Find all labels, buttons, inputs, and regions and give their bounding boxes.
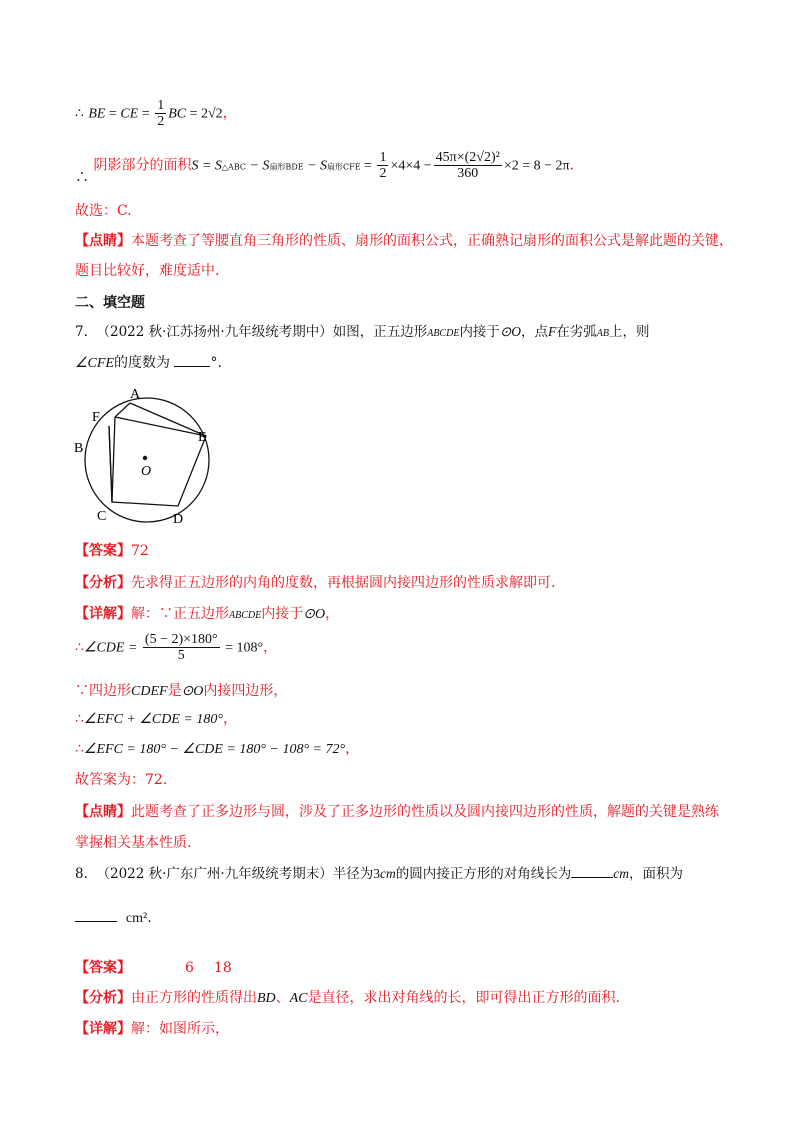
segment-fe	[115, 417, 206, 436]
question-7: 7. （2022 秋·江苏扬州·九年级统考期中）如图，正五边形ABCDE内接于⊙O，点F在劣弧AB上，则	[75, 324, 650, 340]
xiangjie-q8: 【详解】解：如图所示，	[75, 1021, 229, 1037]
answer-q7: 【答案】72	[75, 543, 149, 559]
xiangjie-q7-step5: ∴∠EFC = 180° − ∠CDE = 180° − 108° = 72°，	[75, 741, 360, 757]
fenxi-q8: 【分析】由正方形的性质得出BD、AC是直径，求出对角线的长，即可得出正方形的面积.	[75, 990, 621, 1006]
answer-q8: 【答案】 6 18	[75, 960, 232, 976]
dianjing-q7: 【点睛】此题考查了正多边形与圆，涉及了正多边形的性质以及圆内接四边形的性质，解题的关键是熟练	[75, 804, 719, 820]
circle-o	[85, 398, 209, 522]
center-dot	[143, 456, 147, 460]
fraction-half: $\frac{1}{2}$	[157, 98, 165, 129]
section-heading: 二、填空题	[75, 295, 145, 311]
label-o: O	[141, 464, 152, 479]
segment-bc	[109, 426, 112, 502]
answer-blank	[174, 366, 210, 367]
answer-blank-diagonal	[571, 877, 613, 878]
question-8-line2: cm².	[75, 910, 152, 927]
xiangjie-q7-result: 故答案为：72.	[75, 772, 168, 788]
question-8: 8. （2022 秋·广东广州·九年级统考期末）半径为3cm的圆内接正方形的对角线长为 cm，面积为	[75, 866, 683, 882]
formula-shaded-area: ∴ 阴影部分的面积S = S△ABC − S扇形BDE − S扇形CFE = $\frac{1}{2}$ ×4×4 − $\frac{\text{45π×(2√2)²}}{360}$ ×2 = 8 − 2π．	[75, 150, 584, 186]
xiangjie-q7: 【详解】解：∵正五边形ABCDE内接于⊙O，	[75, 606, 340, 622]
label-d: D	[173, 512, 184, 527]
formula-be-ce: ∴ BE = CE = $\frac{1}{2}$ BC = 2√2，	[75, 98, 237, 129]
label-b: B	[74, 441, 84, 456]
xiangjie-q7-step2: ∴∠CDE = $\frac{(5 - 2)\times 180^\circ}{5}$ = 108°，	[75, 632, 278, 663]
label-c: C	[97, 509, 107, 524]
dianjing-q6: 【点睛】本题考查了等腰直角三角形的性质、扇形的面积公式，正确熟记扇形的面积公式是解此题的关键，	[75, 233, 733, 249]
xiangjie-q7-step3: ∵四边形CDEF是⊙O内接四边形，	[75, 683, 288, 699]
fenxi-q7: 【分析】先求得正五边形的内角的度数，再根据圆内接四边形的性质求解即可.	[75, 575, 556, 591]
dianjing-q7-line2: 掌握相关基本性质.	[75, 835, 192, 851]
segment-fc	[112, 417, 115, 502]
answer-blank-area	[75, 921, 117, 922]
dianjing-q6-line2: 题目比较好，难度适中.	[75, 263, 220, 279]
question-7-line2: ∠CFE的度数为 °.	[75, 355, 222, 371]
label-e: E	[198, 430, 207, 445]
label-f: F	[92, 410, 100, 425]
choice-line: 故选：C.	[75, 203, 132, 219]
pentagon-circle-figure	[70, 383, 220, 528]
label-a: A	[130, 387, 141, 402]
xiangjie-q7-step4: ∴∠EFC + ∠CDE = 180°，	[75, 711, 237, 727]
